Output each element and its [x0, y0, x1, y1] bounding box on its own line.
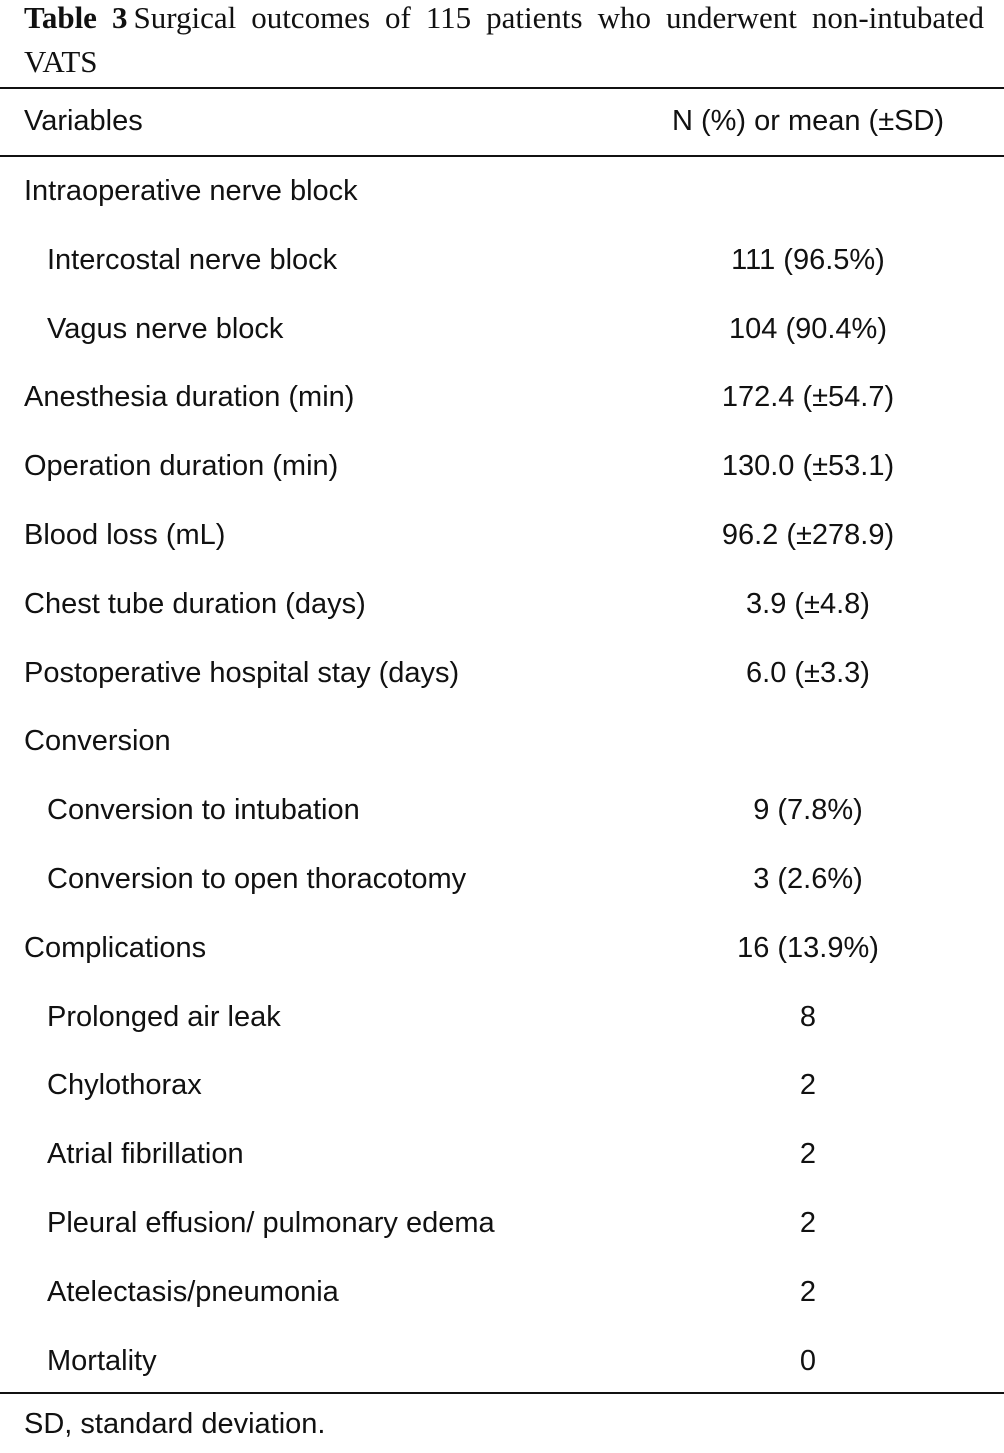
- row-value: 3.9 (±4.8): [746, 587, 870, 620]
- table-row: [0, 845, 1004, 914]
- row-value: 9 (7.8%): [753, 794, 863, 827]
- table-row: [0, 1258, 1004, 1327]
- row-value: 8: [799, 1000, 817, 1033]
- table-row: [0, 914, 1004, 983]
- row-value: 172.4 (±54.7): [721, 381, 895, 414]
- row-label: Chylothorax: [47, 1069, 202, 1102]
- row-label: Chest tube duration (days): [24, 587, 366, 620]
- row-value: 6.0 (±3.3): [746, 656, 870, 689]
- header-value: N (%) or mean (±SD): [671, 105, 945, 137]
- row-label: Vagus nerve block: [47, 312, 284, 345]
- table-row: [0, 432, 1004, 501]
- row-label: Blood loss (mL): [24, 518, 226, 551]
- row-label: Pleural effusion/ pulmonary edema: [47, 1206, 495, 1239]
- table-body: [0, 157, 1004, 1395]
- header-variables: Variables: [24, 105, 143, 137]
- row-label: Anesthesia duration (min): [24, 381, 355, 414]
- row-label: Intercostal nerve block: [47, 243, 338, 276]
- table-footnote: SD, standard deviation.: [24, 1408, 326, 1440]
- table-row: [0, 226, 1004, 295]
- row-value: 16 (13.9%): [737, 931, 879, 964]
- table-row: [0, 1189, 1004, 1258]
- row-value: 2: [799, 1275, 817, 1308]
- table-caption: [24, 0, 984, 84]
- row-value: 3 (2.6%): [753, 862, 863, 895]
- table-row: [0, 776, 1004, 845]
- row-label: Complications: [24, 931, 207, 964]
- table-row: [0, 707, 1004, 776]
- table-row: [0, 363, 1004, 432]
- row-value: 2: [799, 1069, 817, 1102]
- row-value: 111 (96.5%): [731, 243, 885, 276]
- row-value: 0: [799, 1344, 817, 1377]
- row-label: Prolonged air leak: [47, 1000, 281, 1033]
- table-row: [0, 570, 1004, 639]
- table-row: [0, 295, 1004, 364]
- row-label: Mortality: [47, 1344, 157, 1377]
- row-value: 2: [799, 1206, 817, 1239]
- row-label: Atelectasis/pneumonia: [47, 1275, 339, 1308]
- row-value: 2: [799, 1138, 817, 1171]
- table-bottom-rule: [0, 1392, 1004, 1394]
- table-row: [0, 1327, 1004, 1396]
- row-label: Conversion to open thoracotomy: [47, 862, 467, 895]
- table-row: [0, 1120, 1004, 1189]
- table-row: [0, 157, 1004, 226]
- row-label: Conversion to intubation: [47, 794, 360, 827]
- row-value: 104 (90.4%): [729, 312, 887, 345]
- table-row: [0, 639, 1004, 708]
- row-value: 130.0 (±53.1): [721, 450, 895, 483]
- row-label: Conversion: [24, 725, 171, 758]
- table-row: [0, 983, 1004, 1052]
- row-value: 96.2 (±278.9): [721, 518, 895, 551]
- table-header-row: [0, 88, 1004, 155]
- row-label: Intraoperative nerve block: [24, 175, 358, 207]
- row-label: Postoperative hospital stay (days): [24, 656, 460, 689]
- row-label: Operation duration (min): [24, 450, 339, 483]
- table-caption-label: Table 3: [24, 0, 128, 35]
- table-row: [0, 501, 1004, 570]
- table-caption-text: Surgical outcomes of 115 patients who underwent non-intubated VATS: [24, 0, 984, 79]
- row-label: Atrial fibrillation: [47, 1138, 244, 1171]
- table-row: [0, 1051, 1004, 1120]
